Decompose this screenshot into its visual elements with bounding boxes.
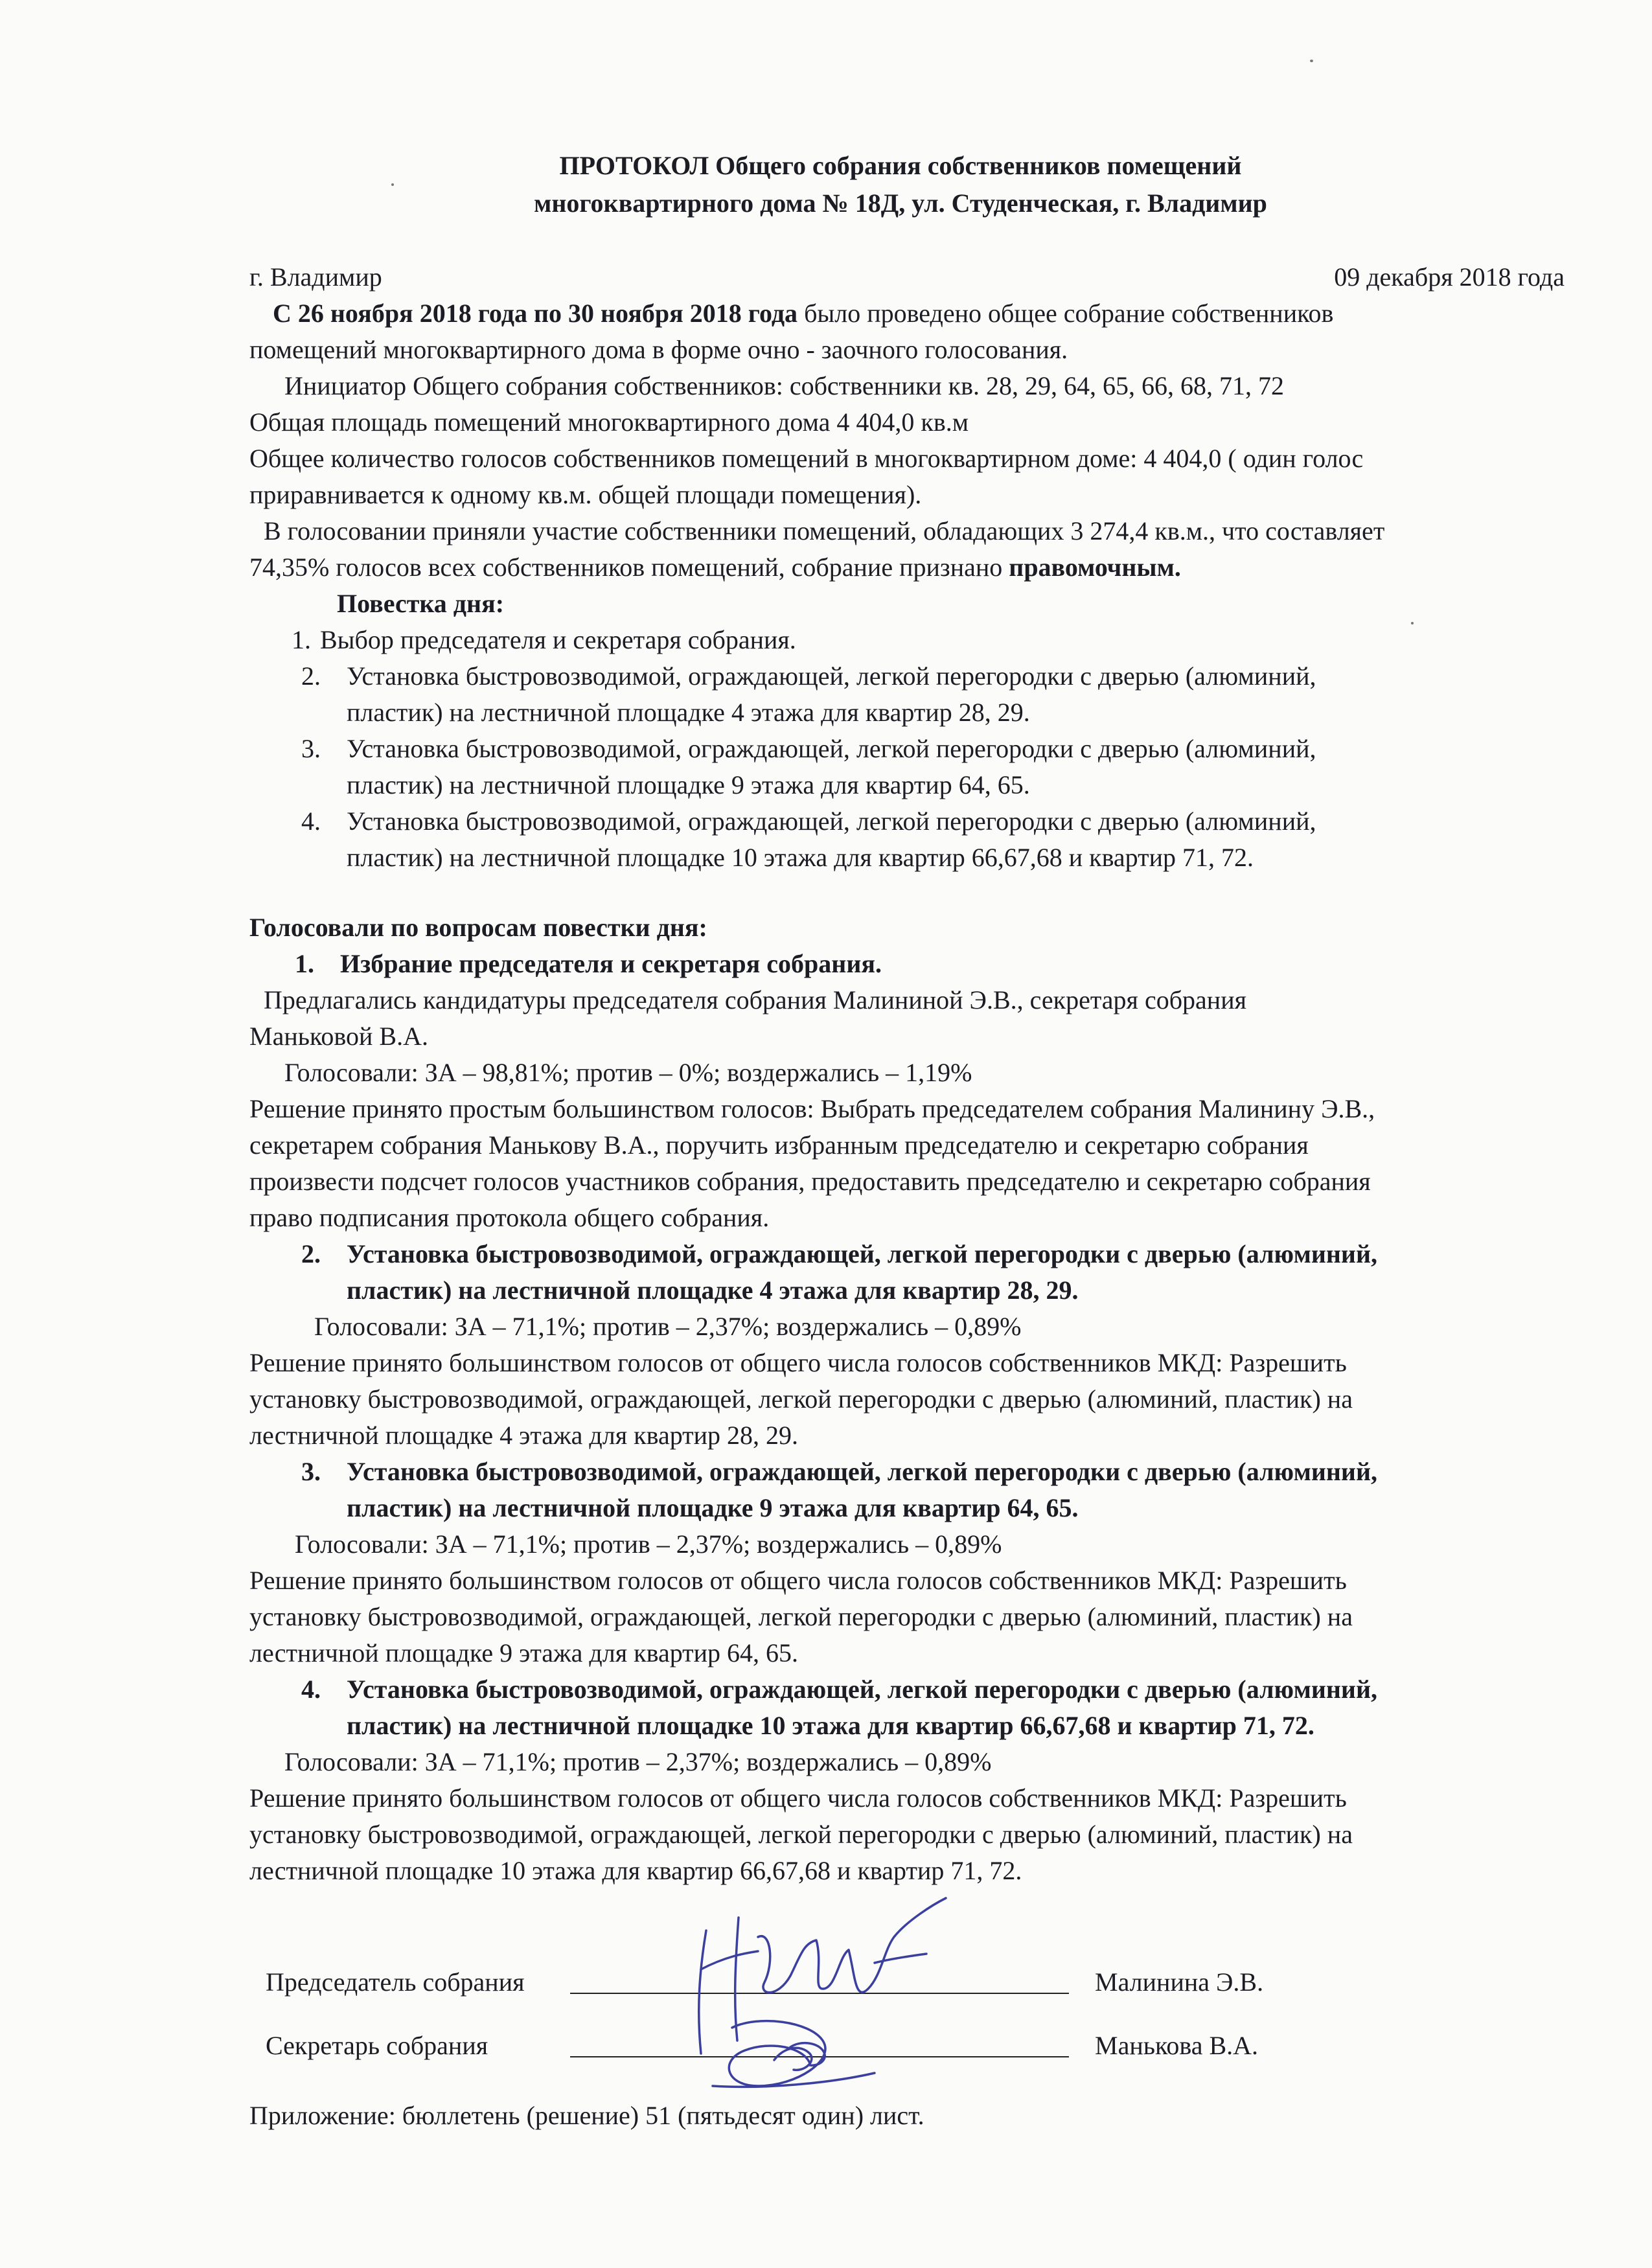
place-date-row (249, 259, 1565, 295)
agenda-item-text-cont (249, 840, 1565, 876)
agenda-item-text: пластик) на лестничной площадке 4 этажа для квартир 28, 29. (347, 698, 1030, 727)
document-title (194, 148, 1607, 222)
candidates-line-1: Предлагались кандидатуры председателя собрания Малининой Э.В., секретаря собрания (264, 985, 1247, 1014)
decision-line: Решение принято простым большинством голосов: Выбрать председателем собрания Малинину Э.В., (249, 1094, 1375, 1123)
title-line-1: ПРОТОКОЛ Общего собрания собственников помещений (559, 151, 1242, 180)
document-body (249, 259, 1565, 1889)
meeting-period (249, 295, 1565, 332)
total-area: Общая площадь помещений многоквартирного дома 4 404,0 кв.м (249, 407, 969, 437)
secretary-name: Манькова В.А. (1095, 2031, 1259, 2060)
decision-line: установку быстровозводимой, ограждающей, легкой перегородки с дверью (алюминий, пластик) на (249, 1820, 1353, 1849)
meeting-period-dates: С 26 ноября 2018 года по 30 ноября 2018 года (273, 299, 798, 328)
meeting-period-text: было проведено общее собрание собственников (797, 299, 1334, 328)
voting-question-title (249, 946, 1565, 982)
meeting-form: помещений многоквартирного дома в форме очно - заочного голосования. (249, 335, 1068, 364)
chair-name: Малинина Э.В. (1095, 1967, 1264, 1997)
voting-question-title (249, 1671, 1565, 1708)
agenda-item (249, 658, 1565, 694)
participation-line-1: В голосовании приняли участие собственники помещений, обладающих 3 274,4 кв.м., что составляет (264, 516, 1385, 545)
voting-question-text: Установка быстровозводимой, ограждающей, легкой перегородки с дверью (алюминий, (347, 1675, 1378, 1704)
agenda-item-text: Установка быстровозводимой, ограждающей, легкой перегородки с дверью (алюминий, (347, 661, 1316, 691)
scan-speck (1310, 60, 1313, 62)
agenda-item-number: 2. (301, 661, 321, 691)
spacer (249, 876, 1565, 910)
vote-result: Голосовали: ЗА – 98,81%; против – 0%; воздержались – 1,19% (284, 1058, 972, 1087)
title-line-2: многоквартирного дома № 18Д, ул. Студенческая, г. Владимир (534, 189, 1267, 218)
city: г. Владимир (249, 262, 382, 292)
agenda-item (249, 622, 1565, 658)
participation-line-2 (249, 549, 1565, 586)
decision-line: Решение принято большинством голосов от общего числа голосов собственников МКД: Разрешить (249, 1348, 1347, 1377)
document-date: 09 декабря 2018 года (1334, 262, 1565, 292)
voting-question-text: Избрание председателя и секретаря собрания. (340, 949, 882, 978)
vote-result: Голосовали: ЗА – 71,1%; против – 2,37%; воздержались – 0,89% (314, 1312, 1022, 1341)
voting-question-text-cont: пластик) на лестничной площадке 4 этажа для квартир 28, 29. (347, 1276, 1079, 1305)
decision-line: установку быстровозводимой, ограждающей, легкой перегородки с дверью (алюминий, пластик) на (249, 1384, 1353, 1414)
handwritten-signature (661, 1892, 959, 2112)
agenda-item-number: 4. (301, 807, 321, 836)
decision-line: Решение принято большинством голосов от общего числа голосов собственников МКД: Разрешить (249, 1783, 1347, 1813)
total-votes-line-1: Общее количество голосов собственников помещений в многоквартирном доме: 4 404,0 ( один голос (249, 444, 1364, 473)
total-votes-line-2: приравнивается к одному кв.м. общей площади помещения). (249, 480, 922, 509)
agenda-item-text-cont (249, 767, 1565, 803)
initiator: Инициатор Общего собрания собственников: собственники кв. 28, 29, 64, 65, 66, 68, 71, 72 (284, 371, 1284, 400)
decision-line: установку быстровозводимой, ограждающей, легкой перегородки с дверью (алюминий, пластик) на (249, 1602, 1353, 1631)
agenda-item (249, 803, 1565, 840)
decision-line: произвести подсчет голосов участников собрания, предоставить председателю и секретарю собрания (249, 1167, 1371, 1196)
decision-line: Решение принято большинством голосов от общего числа голосов собственников МКД: Разрешить (249, 1566, 1347, 1595)
decision-line: лестничной площадке 9 этажа для квартир 64, 65. (249, 1638, 799, 1667)
voting-question-number: 2. (301, 1239, 321, 1268)
vote-result: Голосовали: ЗА – 71,1%; против – 2,37%; воздержались – 0,89% (295, 1529, 1002, 1559)
voting-question-number: 1. (295, 949, 314, 978)
voting-question-number: 3. (301, 1457, 321, 1486)
agenda-heading: Повестка дня: (337, 589, 505, 618)
voting-question-text: Установка быстровозводимой, ограждающей, легкой перегородки с дверью (алюминий, (347, 1239, 1378, 1268)
voting-question-text: Установка быстровозводимой, ограждающей, легкой перегородки с дверью (алюминий, (347, 1457, 1378, 1486)
decision-line: секретарем собрания Манькову В.А., поручить избранным председателю и секретарю собрания (249, 1130, 1309, 1160)
agenda-item (249, 731, 1565, 767)
voting-question-number: 4. (301, 1675, 321, 1704)
candidates-line-2: Маньковой В.А. (249, 1022, 428, 1051)
agenda-item-text: Установка быстровозводимой, ограждающей, легкой перегородки с дверью (алюминий, (347, 734, 1316, 763)
agenda-item-text-cont (249, 694, 1565, 731)
voting-question-text-cont: пластик) на лестничной площадке 9 этажа для квартир 64, 65. (347, 1493, 1079, 1522)
agenda-item-text: Установка быстровозводимой, ограждающей, легкой перегородки с дверью (алюминий, (347, 807, 1316, 836)
quorum-status: правомочным. (1009, 553, 1181, 582)
decision-line: право подписания протокола общего собрания. (249, 1203, 770, 1232)
vote-result: Голосовали: ЗА – 71,1%; против – 2,37%; воздержались – 0,89% (284, 1747, 992, 1776)
voting-heading: Голосовали по вопросам повестки дня: (249, 913, 707, 942)
agenda-item-number: 3. (301, 734, 321, 763)
secretary-role: Секретарь собрания (266, 2031, 488, 2060)
participation-text: 74,35% голосов всех собственников помещений, собрание признано (249, 553, 1009, 582)
agenda-item-text: Выбор председателя и секретаря собрания. (320, 625, 796, 654)
decision-line: лестничной площадке 4 этажа для квартир 28, 29. (249, 1421, 799, 1450)
agenda-item-text: пластик) на лестничной площадке 10 этажа для квартир 66,67,68 и квартир 71, 72. (347, 843, 1254, 872)
chair-role: Председатель собрания (266, 1967, 525, 1997)
agenda-item-number: 1. (292, 625, 311, 654)
decision-line: лестничной площадке 10 этажа для квартир 66,67,68 и квартир 71, 72. (249, 1856, 1022, 1885)
attachment-note: Приложение: бюллетень (решение) 51 (пятьдесят один) лист. (249, 2101, 924, 2130)
voting-question-title (249, 1454, 1565, 1490)
voting-question-title (249, 1236, 1565, 1272)
agenda-item-text: пластик) на лестничной площадке 9 этажа для квартир 64, 65. (347, 770, 1030, 799)
voting-question-text-cont: пластик) на лестничной площадке 10 этажа для квартир 66,67,68 и квартир 71, 72. (347, 1711, 1314, 1740)
